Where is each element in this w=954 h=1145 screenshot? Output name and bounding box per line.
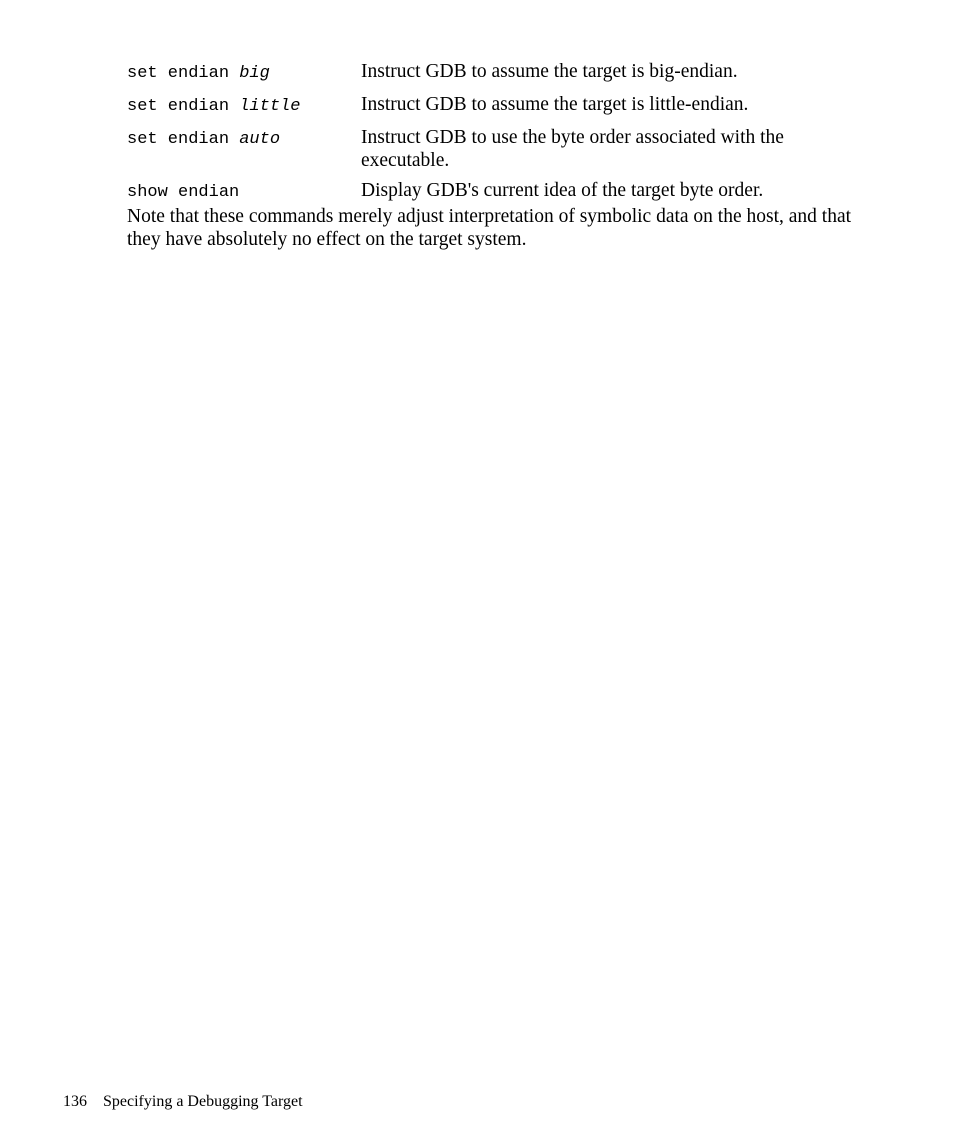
command-row-show-endian [127,179,867,205]
command-syntax [127,126,361,152]
command-syntax [127,179,361,205]
command-syntax [127,93,361,119]
command-argument: auto [239,130,281,149]
note-paragraph: Note that these commands merely adjust interpretation of symbolic data on the host, and that they have absolutely no effect on the target system. [127,206,852,250]
command-table [127,60,867,212]
command-row-set-endian-little [127,93,867,119]
command-row-set-endian-big [127,60,867,86]
page-footer [63,1092,303,1112]
command-description: Display GDB's current idea of the target byte order. [361,180,764,201]
command-syntax [127,60,361,86]
command-description: Instruct GDB to use the byte order associated with the executable. [361,127,784,171]
command-keyword: set endian [127,97,240,116]
page-number: 136 [63,1093,87,1110]
command-keyword: set endian [127,64,240,83]
command-argument: big [239,64,270,83]
command-keyword: set endian [127,130,240,149]
command-description: Instruct GDB to assume the target is big-endian. [361,61,738,82]
command-argument: little [239,97,301,116]
section-title: Specifying a Debugging Target [103,1093,303,1110]
command-description: Instruct GDB to assume the target is little-endian. [361,94,749,115]
command-keyword: show endian [127,183,240,202]
command-row-set-endian-auto [127,126,867,172]
